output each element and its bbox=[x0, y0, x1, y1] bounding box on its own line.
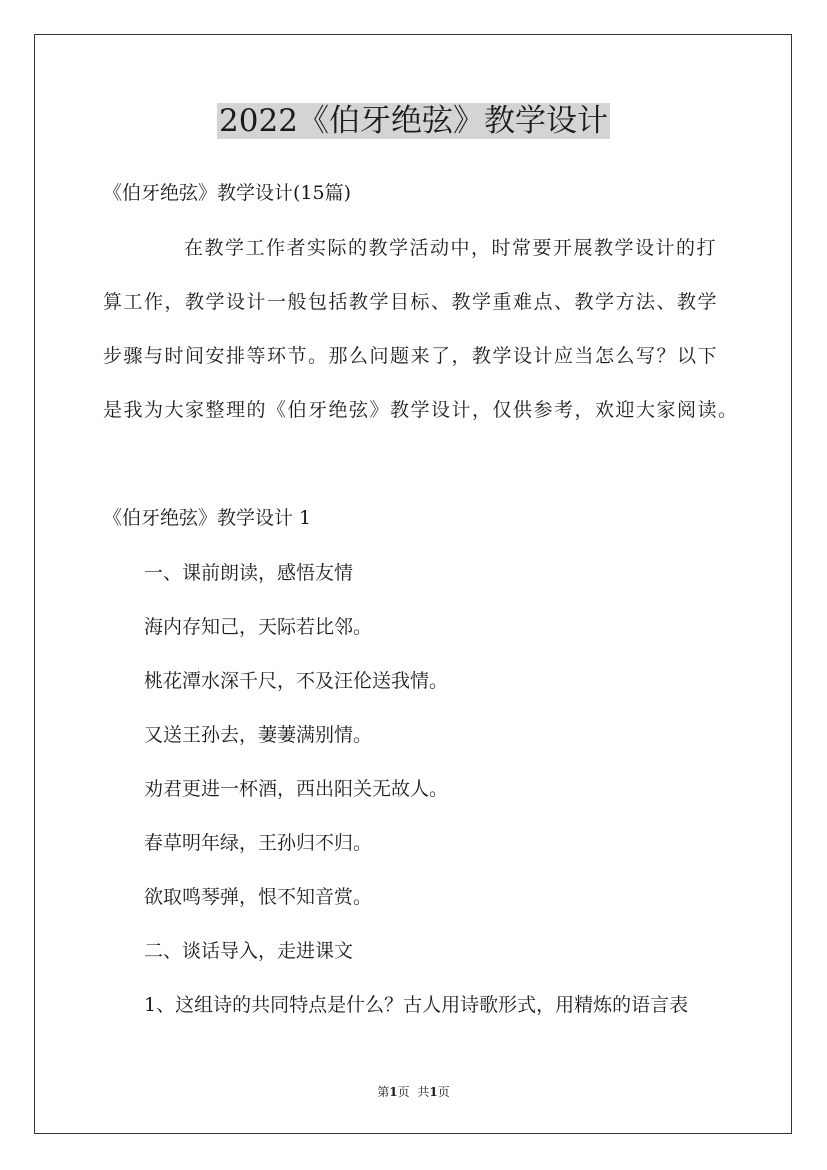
step2-heading: 二、谈话导入，走进课文 bbox=[144, 940, 354, 962]
footer-page-number: 1 bbox=[389, 1085, 398, 1099]
intro-line-4: 是我为大家整理的《伯牙绝弦》教学设计，仅供参考，欢迎大家阅读。 bbox=[103, 399, 739, 421]
footer-total-unit: 页 bbox=[437, 1085, 450, 1099]
poem-line-3: 又送王孙去，萋萋满别情。 bbox=[144, 724, 373, 746]
poem-line-1: 海内存知己，天际若比邻。 bbox=[144, 616, 373, 638]
poem-line-2: 桃花潭水深千尺，不及汪伦送我情。 bbox=[144, 670, 449, 692]
footer-total-label: 共 bbox=[417, 1085, 430, 1099]
intro-line-3: 步骤与时间安排等环节。那么问题来了，教学设计应当怎么写？以下 bbox=[103, 345, 719, 367]
intro-line-1: 在教学工作者实际的教学活动中，时常要开展教学设计的打 bbox=[184, 237, 718, 259]
poem-line-6: 欲取鸣琴弹，恨不知音赏。 bbox=[144, 886, 373, 908]
document-title-text: 2022《伯牙绝弦》教学设计 bbox=[219, 103, 608, 139]
document-subtitle: 《伯牙绝弦》教学设计(15篇) bbox=[103, 182, 352, 204]
page-footer bbox=[0, 1084, 827, 1100]
step1-heading: 一、课前朗读，感悟友情 bbox=[144, 562, 354, 584]
question-line: 1、这组诗的共同特点是什么？古人用诗歌形式，用精炼的语言表 bbox=[144, 994, 689, 1016]
footer-page-label: 第 bbox=[377, 1085, 390, 1099]
footer-total-number: 1 bbox=[429, 1085, 438, 1099]
document-title bbox=[0, 100, 827, 142]
section-title: 《伯牙绝弦》教学设计 1 bbox=[103, 507, 312, 529]
poem-line-4: 劝君更进一杯酒，西出阳关无故人。 bbox=[144, 778, 449, 800]
footer-page-unit: 页 bbox=[397, 1085, 410, 1099]
intro-line-2: 算工作，教学设计一般包括教学目标、教学重难点、教学方法、教学 bbox=[103, 291, 719, 313]
poem-line-5: 春草明年绿，王孙归不归。 bbox=[144, 832, 373, 854]
